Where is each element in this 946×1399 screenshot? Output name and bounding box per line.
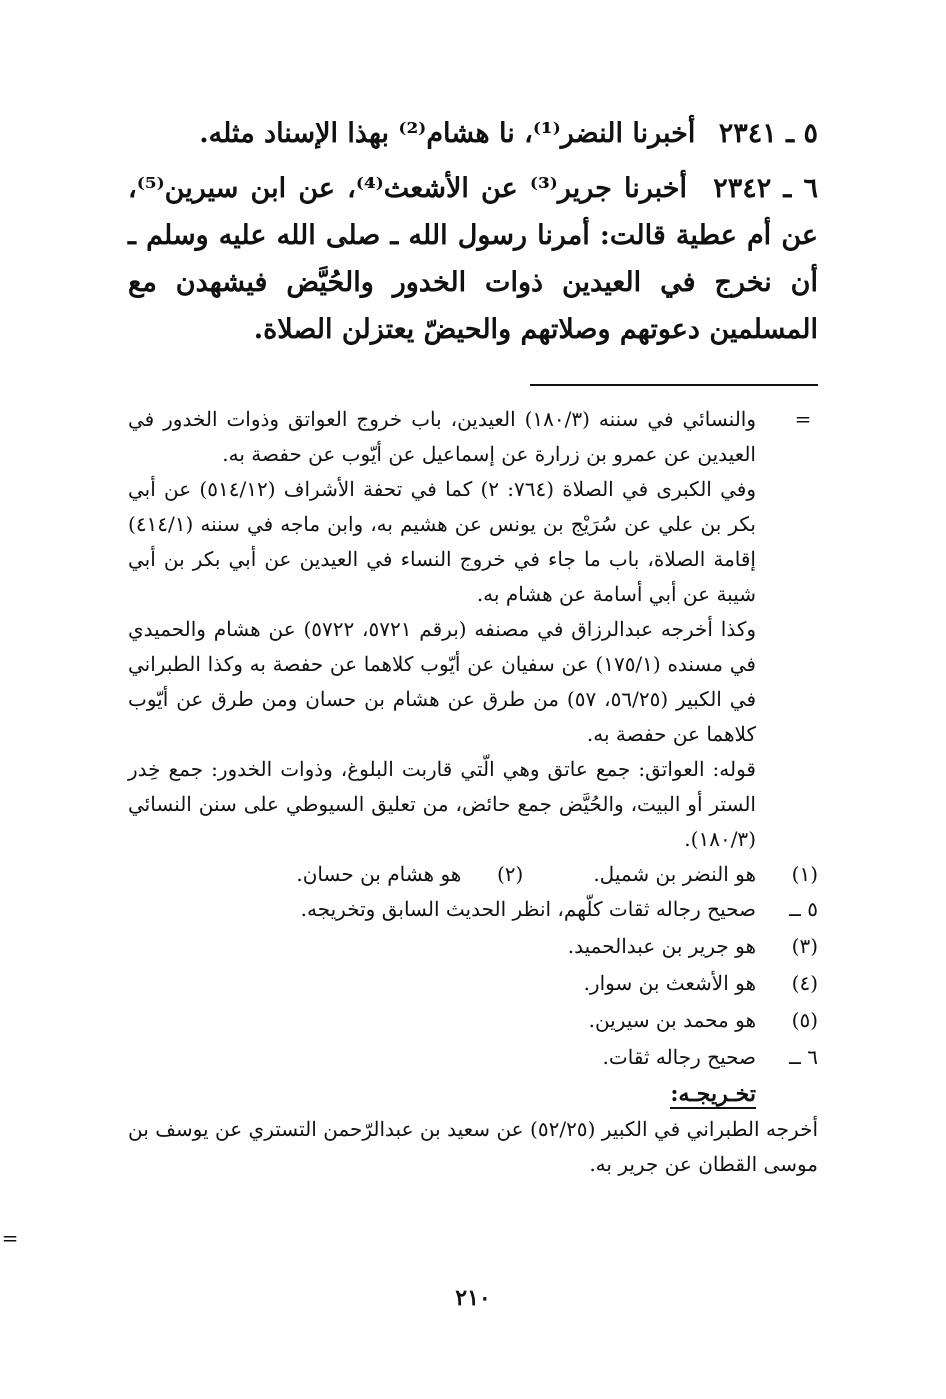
takhrij-heading xyxy=(128,1077,818,1112)
footnote-paragraph: وفي الكبرى في الصلاة (٧٦٤: ٢) كما في تحفة الأشراف (٥١٤/١٢) عن أبي بكر بن علي عن سُرَيْج بن يونس عن هشيم به، وابن ماجه في سننه (٤١٤/١) إقامة الصلاة، باب ما جاء في خروج النساء في العيدين عن أبي بكر بن أبي شيبة عن أبي أسامة عن هشام به. xyxy=(128,477,756,606)
takhrij-text: أخرجه الطبراني في الكبير (٥٢/٢٥) عن سعيد بن عبدالرّحمن التستري عن يوسف بن موسى القطان عن جرير به. xyxy=(128,1117,818,1176)
footnote-item xyxy=(593,857,818,892)
hadith-entry-2342 xyxy=(128,165,818,353)
footnote-paragraph: وكذا أخرجه عبدالرزاق في مصنفه (برقم ٥٧٢١، ٥٧٢٢) عن هشام والحميدي في مسنده (١٧٥/١) عن سفيان عن أيّوب كلاهما عن حفصة به وكذا الطبراني في الكبير (٥٦/٢٥، ٥٧) من طرق عن هشام بن حسان ومن طرق عن أيّوب كلاهما عن حفصة به. xyxy=(128,617,757,746)
footnote-text: صحيح رجاله ثقات كلّهم، انظر الحديث السابق وتخريجه. xyxy=(300,897,756,921)
footnote-item xyxy=(296,857,523,892)
footnote-label: (٢) xyxy=(496,862,524,886)
footnote-separator xyxy=(530,384,818,386)
footnote-text: هو جرير بن عبدالحميد. xyxy=(567,934,756,958)
footnote-text: هو محمد بن سيرين. xyxy=(588,1008,756,1032)
hadith-entry-2341 xyxy=(128,110,818,157)
main-text xyxy=(128,110,818,353)
footnote-label: (٥) xyxy=(791,1008,818,1032)
footnote-label: (٤) xyxy=(791,971,818,995)
hadith-text: أخبرنا النضر⁽¹⁾، نا هشام⁽²⁾ بهذا الإسناد مثله. xyxy=(199,118,696,149)
footnote-continuation xyxy=(128,402,818,857)
footnotes xyxy=(128,402,818,1182)
footnote-paragraph: قوله: العواتق: جمع عاتق وهي الّتي قاربت البلوغ، وذوات الخدور: جمع خِدر الستر أو البيت، والحُيَّض جمع حائض، من تعليق السيوطي على سنن النسائي (١٨٠/٣). xyxy=(128,757,756,851)
footnote-item xyxy=(128,1003,818,1038)
footnote-item xyxy=(128,892,818,927)
footnote-text: هو هشام بن حسان. xyxy=(296,862,462,886)
footnote-paragraph: والنسائي في سننه (١٨٠/٣) العيدين، باب خروج العواتق وذوات الخدور في العيدين عن عمرو بن زرارة عن إسماعيل عن أيّوب عن حفصة به. xyxy=(128,407,756,466)
footnote-label: (٣) xyxy=(791,934,818,958)
takhrij-heading-text: تخـريجـه: xyxy=(670,1081,756,1107)
hadith-number: ٦ ـ ٢٣٤٢ xyxy=(713,173,819,204)
footnote-text: هو النضر بن شميل. xyxy=(593,862,756,886)
hadith-number: ٥ ـ ٢٣٤١ xyxy=(718,118,818,149)
footnote-item xyxy=(128,966,818,1001)
continuation-marker: = xyxy=(794,407,812,431)
footnote-item xyxy=(128,1040,818,1075)
footnote-text: هو الأشعث بن سوار. xyxy=(583,971,756,995)
continuation-marker-end: = xyxy=(1,1226,19,1250)
hadith-text: أخبرنا جرير⁽³⁾ عن الأشعث⁽⁴⁾، عن ابن سيرين⁽⁵⁾، عن أم عطية قالت: أمرنا رسول الله ـ صلى الله عليه وسلم ـ أن نخرج في العيدين ذوات الخدور والحُيَّض فيشهدن مع المسلمين دعوتهم وصلاتهم والحيضّ يعتزلن الصلاة. xyxy=(128,173,818,345)
footnote-label: ٥ ــ xyxy=(789,897,818,921)
footnote-text: صحيح رجاله ثقات. xyxy=(602,1045,756,1069)
footnote-label: ٦ ــ xyxy=(789,1045,818,1069)
page-number: ٢١٠ xyxy=(455,1285,491,1311)
footnote-item xyxy=(128,929,818,964)
footnote-label: (١) xyxy=(791,862,818,886)
footnote-pair xyxy=(128,857,818,892)
